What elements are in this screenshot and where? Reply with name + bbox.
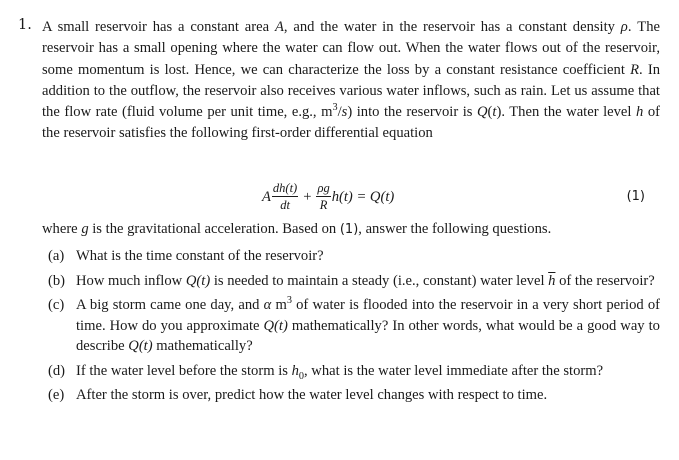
after-text: is the gravitational acceleration. Based on <box>88 221 340 237</box>
question-e <box>42 385 660 406</box>
subscript-0: 0 <box>298 370 304 382</box>
question-a <box>42 246 660 267</box>
eq-coefficient-fraction <box>316 182 330 212</box>
symbol-resistance: R <box>630 61 639 78</box>
symbol-density: ρ <box>620 19 628 35</box>
symbol-seconds: s <box>341 104 348 121</box>
equation-number: (1) <box>626 189 645 204</box>
eq-derivative-fraction <box>272 182 298 212</box>
question-text: mathematically? In other words, what would be a good way to describe <box>76 317 660 354</box>
question-text: If the water level before the storm is <box>76 362 292 379</box>
after-text: , answer the following questions. <box>358 221 552 237</box>
superscript-3: 3 <box>286 295 292 307</box>
symbol-steady-level: $\overline{h}$ <box>548 272 556 289</box>
intro-text: . In addition to the outflow, the reservoir also receives various water inflows, such as rain. Let us assume that the flow rate (fluid volume per unit time, e.g., m <box>42 61 660 121</box>
intro-text: / <box>337 104 342 121</box>
question-label: (b) <box>48 272 66 289</box>
question-text: is needed to maintain a steady (i.e., constant) water level <box>210 272 549 289</box>
question-d <box>42 361 660 382</box>
question-text: m <box>271 297 287 313</box>
eq-rhs: h(t) = Q(t) <box>331 188 395 205</box>
problem-intro <box>42 17 660 145</box>
question-label: (a) <box>48 248 65 264</box>
intro-text: ) into the reservoir is <box>347 104 477 121</box>
intro-text: of the reservoir satisfies the following first-order differential equation <box>42 104 660 142</box>
question-text: , what is the water level immediate after the storm? <box>304 362 604 379</box>
question-c <box>42 295 660 357</box>
question-label: (d) <box>48 362 66 379</box>
symbol-time: t <box>492 104 497 121</box>
intro-text: . The reservoir has a small opening where the water can flow out. When the water flows out of the reservoir, some momentum is lost. Hence, we can characterize the loss by a constant resistance coefficient <box>42 19 660 78</box>
symbol-flow: Q(t) <box>185 272 211 289</box>
question-label: (c) <box>48 297 65 313</box>
eq-plus: + <box>303 188 312 205</box>
after-text: where <box>42 221 82 237</box>
question-text: of the reservoir? <box>555 272 655 289</box>
symbol-gravity: g <box>81 221 89 237</box>
equation-reference: (1) <box>339 222 359 237</box>
intro-text: A small reservoir has a constant area <box>42 19 275 35</box>
eq-coefficient-numerator: ρg <box>317 181 330 195</box>
question-label: (e) <box>48 387 65 403</box>
question-text: After the storm is over, predict how the water level changes with respect to time. <box>76 387 548 403</box>
intro-text: ( <box>487 104 493 121</box>
equation-body <box>262 180 394 214</box>
symbol-flow: Q <box>477 104 488 121</box>
symbol-area: A <box>274 19 284 35</box>
symbol-level: h <box>636 104 644 121</box>
symbol-alpha: α <box>263 297 272 313</box>
question-text: How much inflow <box>76 272 186 289</box>
superscript-3: 3 <box>332 102 338 114</box>
question-text: mathematically? <box>152 338 253 354</box>
problem-number: 1. <box>18 17 32 33</box>
eq-area-symbol: A <box>262 188 271 205</box>
intro-text: , and the water in the reservoir has a constant density <box>283 19 621 35</box>
eq-derivative-denominator: dt <box>280 198 290 212</box>
symbol-initial-level: h <box>291 362 299 379</box>
question-b <box>42 271 660 292</box>
question-list <box>42 246 660 410</box>
eq-derivative-numerator: dh(t) <box>272 181 298 195</box>
after-equation-text <box>42 221 551 238</box>
symbol-flow: Q(t) <box>263 317 288 334</box>
question-text: A big storm came one day, and <box>76 297 264 313</box>
symbol-flow: Q(t) <box>128 338 153 354</box>
equation-1 <box>0 180 679 214</box>
question-text: of water is flooded into the reservoir in a very short period of time. How do you approximate <box>76 297 661 334</box>
question-text: What is the time constant of the reservoir? <box>76 248 324 264</box>
intro-text: ). Then the water level <box>496 104 636 121</box>
eq-coefficient-denominator: R <box>319 198 328 212</box>
